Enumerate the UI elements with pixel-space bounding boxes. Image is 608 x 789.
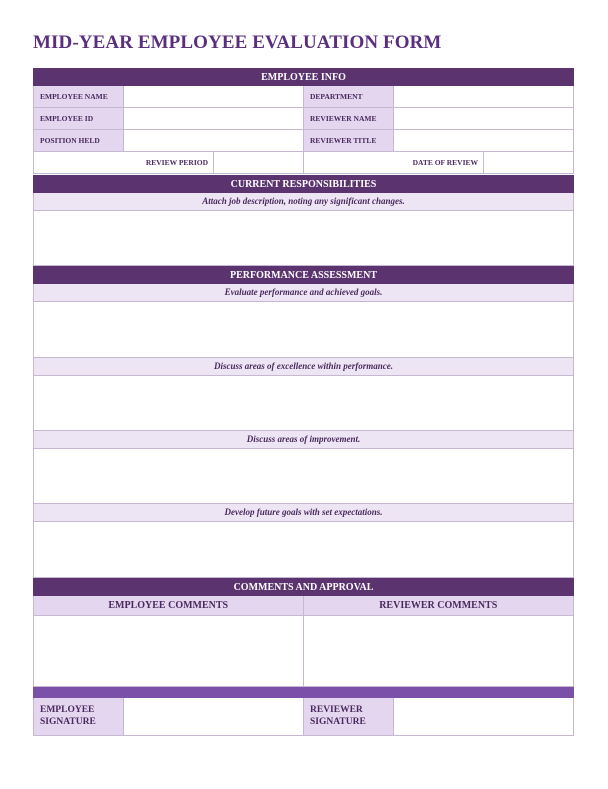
employee-info-header: EMPLOYEE INFO (33, 68, 574, 86)
reviewer-comments-field[interactable] (304, 616, 575, 687)
responsibilities-header: CURRENT RESPONSIBILITIES (33, 175, 574, 193)
department-field[interactable] (394, 86, 573, 107)
info-row-2 (33, 108, 574, 130)
date-of-review-field[interactable] (484, 152, 573, 173)
responsibilities-instruction: Attach job description, noting any significant changes. (33, 193, 574, 211)
department-label: DEPARTMENT (304, 86, 394, 107)
employee-id-field[interactable] (124, 108, 304, 129)
reviewer-name-field[interactable] (394, 108, 573, 129)
reviewer-signature-label-line1: REVIEWER (310, 705, 363, 715)
employee-signature-label-line2: SIGNATURE (40, 717, 96, 727)
future-goals-instruction: Develop future goals with set expectations. (33, 504, 574, 522)
employee-signature-label (34, 698, 124, 735)
performance-instruction: Evaluate performance and achieved goals. (33, 284, 574, 302)
employee-name-label: EMPLOYEE NAME (34, 86, 124, 107)
info-row-1 (33, 86, 574, 108)
employee-signature-field[interactable] (124, 698, 304, 735)
performance-field[interactable] (33, 302, 574, 358)
future-goals-field[interactable] (33, 522, 574, 578)
employee-comments-label: EMPLOYEE COMMENTS (33, 596, 304, 616)
form-title: MID-YEAR EMPLOYEE EVALUATION FORM (33, 32, 442, 53)
excellence-instruction: Discuss areas of excellence within performance. (33, 358, 574, 376)
reviewer-comments-label: REVIEWER COMMENTS (304, 596, 575, 616)
signature-row (33, 698, 574, 736)
employee-signature-label-line1: EMPLOYEE (40, 705, 95, 715)
reviewer-name-label: REVIEWER NAME (304, 108, 394, 129)
employee-comments-field[interactable] (33, 616, 304, 687)
improvement-field[interactable] (33, 449, 574, 504)
position-held-label: POSITION HELD (34, 130, 124, 151)
divider-bar (33, 687, 574, 698)
employee-id-label: EMPLOYEE ID (34, 108, 124, 129)
responsibilities-field[interactable] (33, 211, 574, 266)
reviewer-signature-label-line2: SIGNATURE (310, 717, 366, 727)
info-row-4 (33, 152, 574, 174)
improvement-instruction: Discuss areas of improvement. (33, 431, 574, 449)
review-period-field[interactable] (214, 152, 304, 173)
comments-subheaders (33, 596, 574, 616)
position-held-field[interactable] (124, 130, 304, 151)
comments-fields (33, 616, 574, 687)
reviewer-signature-label (304, 698, 394, 735)
reviewer-title-label: REVIEWER TITLE (304, 130, 394, 151)
excellence-field[interactable] (33, 376, 574, 431)
review-period-label: REVIEW PERIOD (34, 152, 214, 173)
comments-header: COMMENTS AND APPROVAL (33, 578, 574, 596)
performance-header: PERFORMANCE ASSESSMENT (33, 266, 574, 284)
date-of-review-label: DATE OF REVIEW (304, 152, 484, 173)
info-row-3 (33, 130, 574, 152)
reviewer-title-field[interactable] (394, 130, 573, 151)
reviewer-signature-field[interactable] (394, 698, 573, 735)
employee-name-field[interactable] (124, 86, 304, 107)
evaluation-form (33, 68, 574, 736)
